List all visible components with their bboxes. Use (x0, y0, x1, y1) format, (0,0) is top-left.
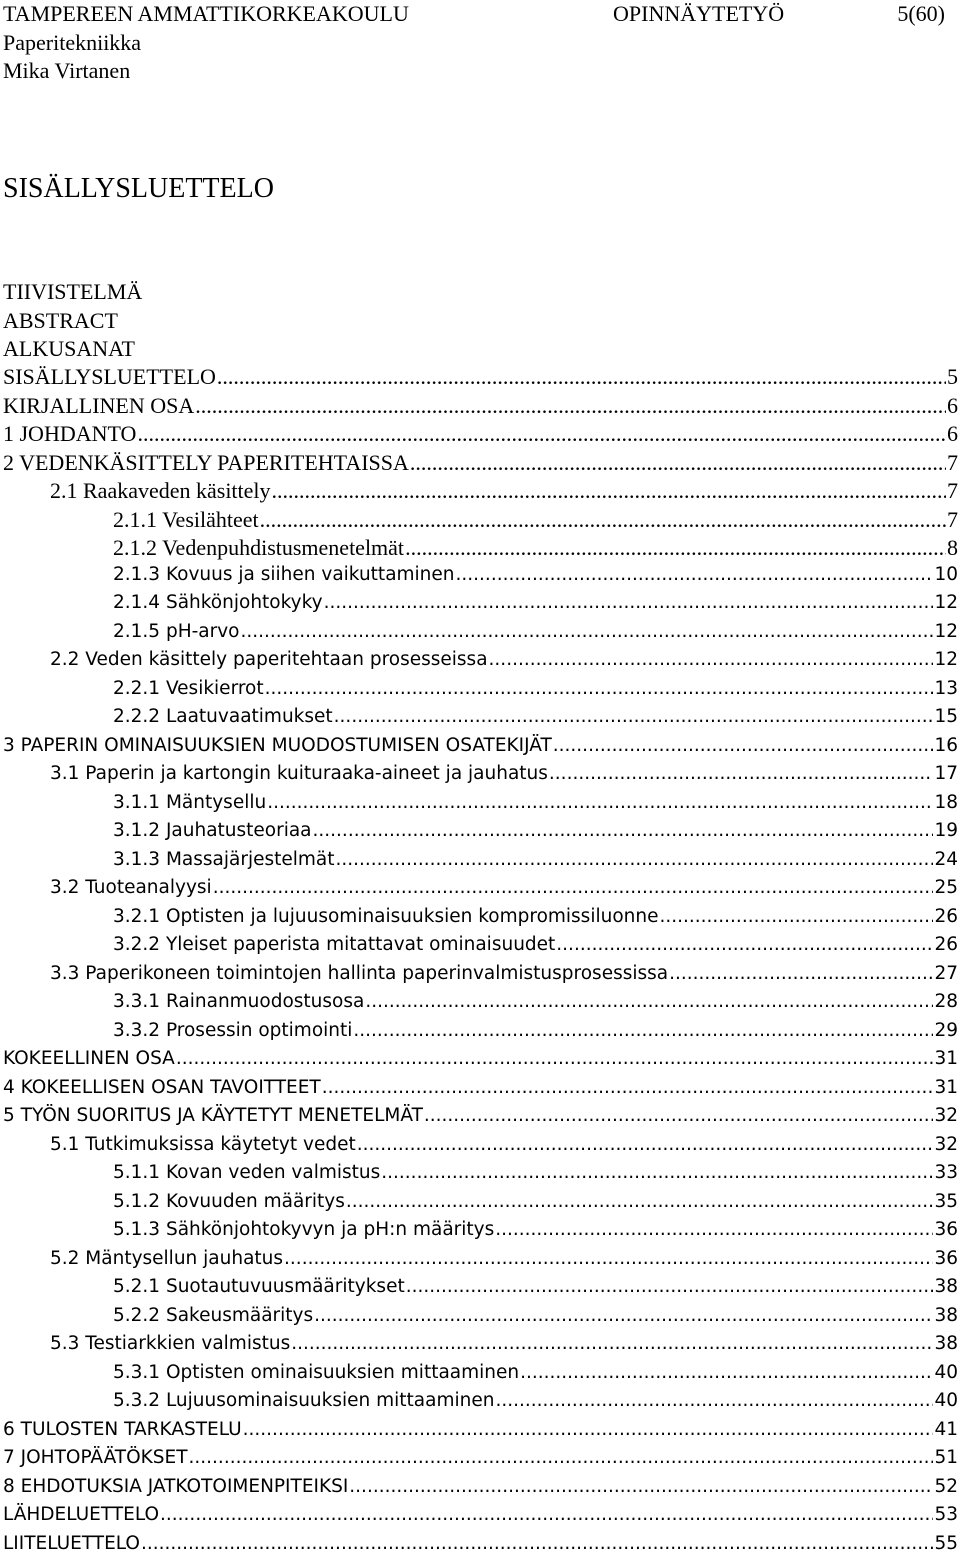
dot-leader (495, 1219, 933, 1240)
front-matter-list (3, 278, 142, 364)
toc-entry-page: 7 (947, 478, 958, 504)
toc-entry[interactable] (0, 1476, 958, 1505)
dot-leader (406, 1276, 934, 1297)
toc-entry[interactable] (0, 478, 958, 507)
toc-entry-title: 5.2.1 Suotautuvuusmääritykset (113, 1276, 405, 1297)
dot-leader (495, 1390, 933, 1411)
dot-leader (314, 1305, 933, 1326)
dot-leader (265, 678, 934, 699)
toc-entry[interactable] (0, 1077, 958, 1106)
toc-entry-title: 5.2.2 Sakeusmääritys (113, 1305, 313, 1326)
toc-entry[interactable] (0, 877, 958, 906)
toc-entry-title: 2.1.3 Kovuus ja siihen vaikuttaminen (113, 564, 455, 585)
toc-entry-title: 3.1.1 Mäntysellu (113, 792, 266, 813)
toc-entry[interactable] (0, 1219, 958, 1248)
dot-leader (322, 1077, 934, 1098)
toc-entry-title: 2.1.1 Vesilähteet (113, 507, 259, 533)
front-matter-item: ALKUSANAT (3, 335, 142, 364)
toc-entry-title: 2.1 Raakaveden käsittely (50, 478, 271, 504)
toc-entry[interactable] (0, 678, 958, 707)
toc-entry-page: 55 (934, 1533, 958, 1554)
toc-entry-title: 8 EHDOTUKSIA JATKOTOIMENPITEIKSI (3, 1476, 348, 1497)
toc-entry-title: 2.2.2 Laatuvaatimukset (113, 706, 333, 727)
toc-entry-title: 5.1.2 Kovuuden määritys (113, 1191, 345, 1212)
dot-leader (217, 364, 946, 390)
toc-entry-title: LIITELUETTELO (3, 1533, 140, 1554)
toc-entry-page: 8 (947, 535, 958, 561)
dot-leader (456, 564, 934, 585)
toc-entry[interactable] (0, 706, 958, 735)
toc-entry-title: 3.3.1 Rainanmuodostusosa (113, 991, 364, 1012)
toc-entry[interactable] (0, 1162, 958, 1191)
toc-entry-page: 36 (934, 1219, 958, 1240)
toc-entry[interactable] (0, 735, 958, 764)
dot-leader (489, 649, 934, 670)
toc-entry-page: 31 (934, 1077, 958, 1098)
toc-entry-page: 38 (934, 1276, 958, 1297)
toc-heading: SISÄLLYSLUETTELO (3, 172, 274, 206)
toc-entry-page: 6 (947, 421, 958, 447)
dot-leader (405, 535, 946, 561)
dot-leader (549, 763, 934, 784)
toc-entry[interactable] (0, 820, 958, 849)
toc-entry-title: 7 JOHTOPÄÄTÖKSET (3, 1447, 188, 1468)
toc-entry-title: 5.3.2 Lujuusominaisuuksien mittaaminen (113, 1390, 494, 1411)
toc-entry-title: KOKEELLINEN OSA (3, 1048, 175, 1069)
toc-entry[interactable] (0, 621, 958, 650)
toc-entry-page: 7 (947, 507, 958, 533)
toc-entry-page: 24 (934, 849, 958, 870)
toc-entry-title: 3.2.1 Optisten ja lujuusominaisuuksien kompromissiluonne (113, 906, 658, 927)
toc-entry-page: 16 (934, 735, 958, 756)
dot-leader (553, 735, 934, 756)
toc-entry-page: 38 (934, 1305, 958, 1326)
toc-entry-title: 5.1.3 Sähkönjohtokyvyn ja pH:n määritys (113, 1219, 494, 1240)
toc-entry[interactable] (0, 364, 958, 393)
dot-leader (334, 706, 934, 727)
toc-entry-title: 6 TULOSTEN TARKASTELU (3, 1419, 242, 1440)
toc-entry-page: 25 (934, 877, 958, 898)
toc-entry-title: 5.2 Mäntysellun jauhatus (50, 1248, 283, 1269)
toc-entry-title: 3 PAPERIN OMINAISUUKSIEN MUODOSTUMISEN OSATEKIJÄT (3, 735, 552, 756)
toc-entry-title: 2.2.1 Vesikierrot (113, 678, 264, 699)
toc-entry[interactable] (0, 535, 958, 564)
toc-entry-title: 3.3 Paperikoneen toimintojen hallinta paperinvalmistusprosessissa (50, 963, 668, 984)
toc-entry-title: 2 VEDENKÄSITTELY PAPERITEHTAISSA (3, 450, 409, 476)
dot-leader (520, 1362, 933, 1383)
dot-leader (336, 849, 934, 870)
dot-leader (267, 792, 933, 813)
dot-leader (272, 478, 946, 504)
toc-entry[interactable] (0, 564, 958, 593)
toc-entry-page: 15 (934, 706, 958, 727)
toc-entry-page: 29 (934, 1020, 958, 1041)
header-degree-program: Paperitekniikka (3, 29, 141, 57)
dot-leader (176, 1048, 934, 1069)
toc-entry[interactable] (0, 1333, 958, 1362)
toc-entry[interactable] (0, 1276, 958, 1305)
toc-entry-page: 26 (934, 934, 958, 955)
toc-entry-page: 40 (934, 1390, 958, 1411)
dot-leader (260, 507, 946, 533)
toc-entry-title: 3.3.2 Prosessin optimointi (113, 1020, 352, 1041)
dot-leader (241, 621, 934, 642)
toc-entry[interactable] (0, 421, 958, 450)
toc-entry-page: 26 (934, 906, 958, 927)
toc-entry-page: 10 (934, 564, 958, 585)
toc-entry-title: 2.2 Veden käsittely paperitehtaan prosesseissa (50, 649, 488, 670)
toc-entry[interactable] (0, 991, 958, 1020)
dot-leader (346, 1191, 934, 1212)
toc-entry-title: 3.1 Paperin ja kartongin kuituraaka-aineet ja jauhatus (50, 763, 548, 784)
toc-entry-page: 19 (934, 820, 958, 841)
toc-entry-page: 12 (934, 592, 958, 613)
toc-entry-page: 31 (934, 1048, 958, 1069)
dot-leader (556, 934, 933, 955)
dot-leader (353, 1020, 933, 1041)
dot-leader (324, 592, 934, 613)
toc-entry[interactable] (0, 1533, 958, 1561)
toc-entry[interactable] (0, 849, 958, 878)
toc-entry-page: 51 (934, 1447, 958, 1468)
toc-entry[interactable] (0, 1105, 958, 1134)
toc-entry[interactable] (0, 1020, 958, 1049)
toc-entry-page: 6 (947, 393, 958, 419)
toc-entry[interactable] (0, 1447, 958, 1476)
toc-entry[interactable] (0, 450, 958, 479)
dot-leader (189, 1447, 934, 1468)
toc-entry-page: 17 (934, 763, 958, 784)
toc-entry-title: SISÄLLYSLUETTELO (3, 364, 216, 390)
toc-entry-page: 13 (934, 678, 958, 699)
toc-entry[interactable] (0, 1305, 958, 1334)
dot-leader (410, 450, 946, 476)
dot-leader (659, 906, 933, 927)
toc-entry[interactable] (0, 1504, 958, 1533)
toc-entry-title: 2.1.2 Vedenpuhdistusmenetelmät (113, 535, 404, 561)
toc-entry-title: 5.1.1 Kovan veden valmistus (113, 1162, 380, 1183)
toc-entry-page: 40 (934, 1362, 958, 1383)
dot-leader (195, 393, 946, 419)
dot-leader (243, 1419, 934, 1440)
table-of-contents (0, 364, 958, 1561)
toc-entry[interactable] (0, 1419, 958, 1448)
toc-entry-page: 33 (934, 1162, 958, 1183)
dot-leader (349, 1476, 933, 1497)
toc-entry-title: 5 TYÖN SUORITUS JA KÄYTETYT MENETELMÄT (3, 1105, 423, 1126)
toc-entry-title: 1 JOHDANTO (3, 421, 136, 447)
toc-entry-page: 35 (934, 1191, 958, 1212)
toc-entry[interactable] (0, 963, 958, 992)
header-page-number: 5(60) (897, 0, 945, 28)
toc-entry-title: 3.1.3 Massajärjestelmät (113, 849, 335, 870)
toc-entry-page: 12 (934, 649, 958, 670)
toc-entry-page: 28 (934, 991, 958, 1012)
toc-entry[interactable] (0, 1248, 958, 1277)
toc-entry-title: 3.2 Tuoteanalyysi (50, 877, 212, 898)
toc-entry-page: 32 (934, 1105, 958, 1126)
toc-entry-page: 27 (934, 963, 958, 984)
toc-entry-title: LÄHDELUETTELO (3, 1504, 159, 1525)
toc-entry-title: 5.3 Testiarkkien valmistus (50, 1333, 290, 1354)
toc-entry[interactable] (0, 507, 958, 536)
toc-entry-title: 3.2.2 Yleiset paperista mitattavat ominaisuudet (113, 934, 555, 955)
toc-entry-page: 12 (934, 621, 958, 642)
toc-entry[interactable] (0, 792, 958, 821)
dot-leader (284, 1248, 933, 1269)
dot-leader (160, 1504, 933, 1525)
toc-entry-title: 5.3.1 Optisten ominaisuuksien mittaaminen (113, 1362, 519, 1383)
dot-leader (381, 1162, 933, 1183)
toc-entry-title: 3.1.2 Jauhatusteoriaa (113, 820, 312, 841)
toc-entry[interactable] (0, 934, 958, 963)
toc-entry[interactable] (0, 1191, 958, 1220)
toc-entry[interactable] (0, 1134, 958, 1163)
front-matter-item: TIIVISTELMÄ (3, 278, 142, 307)
toc-entry-title: 4 KOKEELLISEN OSAN TAVOITTEET (3, 1077, 321, 1098)
toc-entry[interactable] (0, 763, 958, 792)
header-author: Mika Virtanen (3, 57, 130, 85)
dot-leader (291, 1333, 933, 1354)
dot-leader (213, 877, 934, 898)
toc-entry-page: 32 (934, 1134, 958, 1155)
toc-entry[interactable] (0, 393, 958, 422)
toc-entry-page: 53 (934, 1504, 958, 1525)
toc-entry-page: 7 (947, 450, 958, 476)
toc-entry[interactable] (0, 1048, 958, 1077)
header-doc-type: OPINNÄYTETYÖ (613, 0, 784, 28)
toc-entry-title: 2.1.5 pH-arvo (113, 621, 240, 642)
dot-leader (357, 1134, 934, 1155)
toc-entry-page: 41 (934, 1419, 958, 1440)
toc-entry[interactable] (0, 1362, 958, 1391)
dot-leader (424, 1105, 934, 1126)
dot-leader (669, 963, 933, 984)
toc-entry[interactable] (0, 906, 958, 935)
toc-entry[interactable] (0, 592, 958, 621)
toc-entry-page: 18 (934, 792, 958, 813)
dot-leader (137, 421, 946, 447)
header-school: TAMPEREEN AMMATTIKORKEAKOULU (3, 0, 409, 28)
dot-leader (141, 1533, 933, 1554)
toc-entry-page: 52 (934, 1476, 958, 1497)
toc-entry[interactable] (0, 1390, 958, 1419)
toc-entry-title: KIRJALLINEN OSA (3, 393, 194, 419)
toc-entry-page: 38 (934, 1333, 958, 1354)
toc-entry-title: 2.1.4 Sähkönjohtokyky (113, 592, 323, 613)
dot-leader (365, 991, 933, 1012)
front-matter-item: ABSTRACT (3, 307, 142, 336)
toc-entry-page: 36 (934, 1248, 958, 1269)
dot-leader (313, 820, 934, 841)
toc-entry[interactable] (0, 649, 958, 678)
toc-entry-page: 5 (947, 364, 958, 390)
toc-entry-title: 5.1 Tutkimuksissa käytetyt vedet (50, 1134, 356, 1155)
